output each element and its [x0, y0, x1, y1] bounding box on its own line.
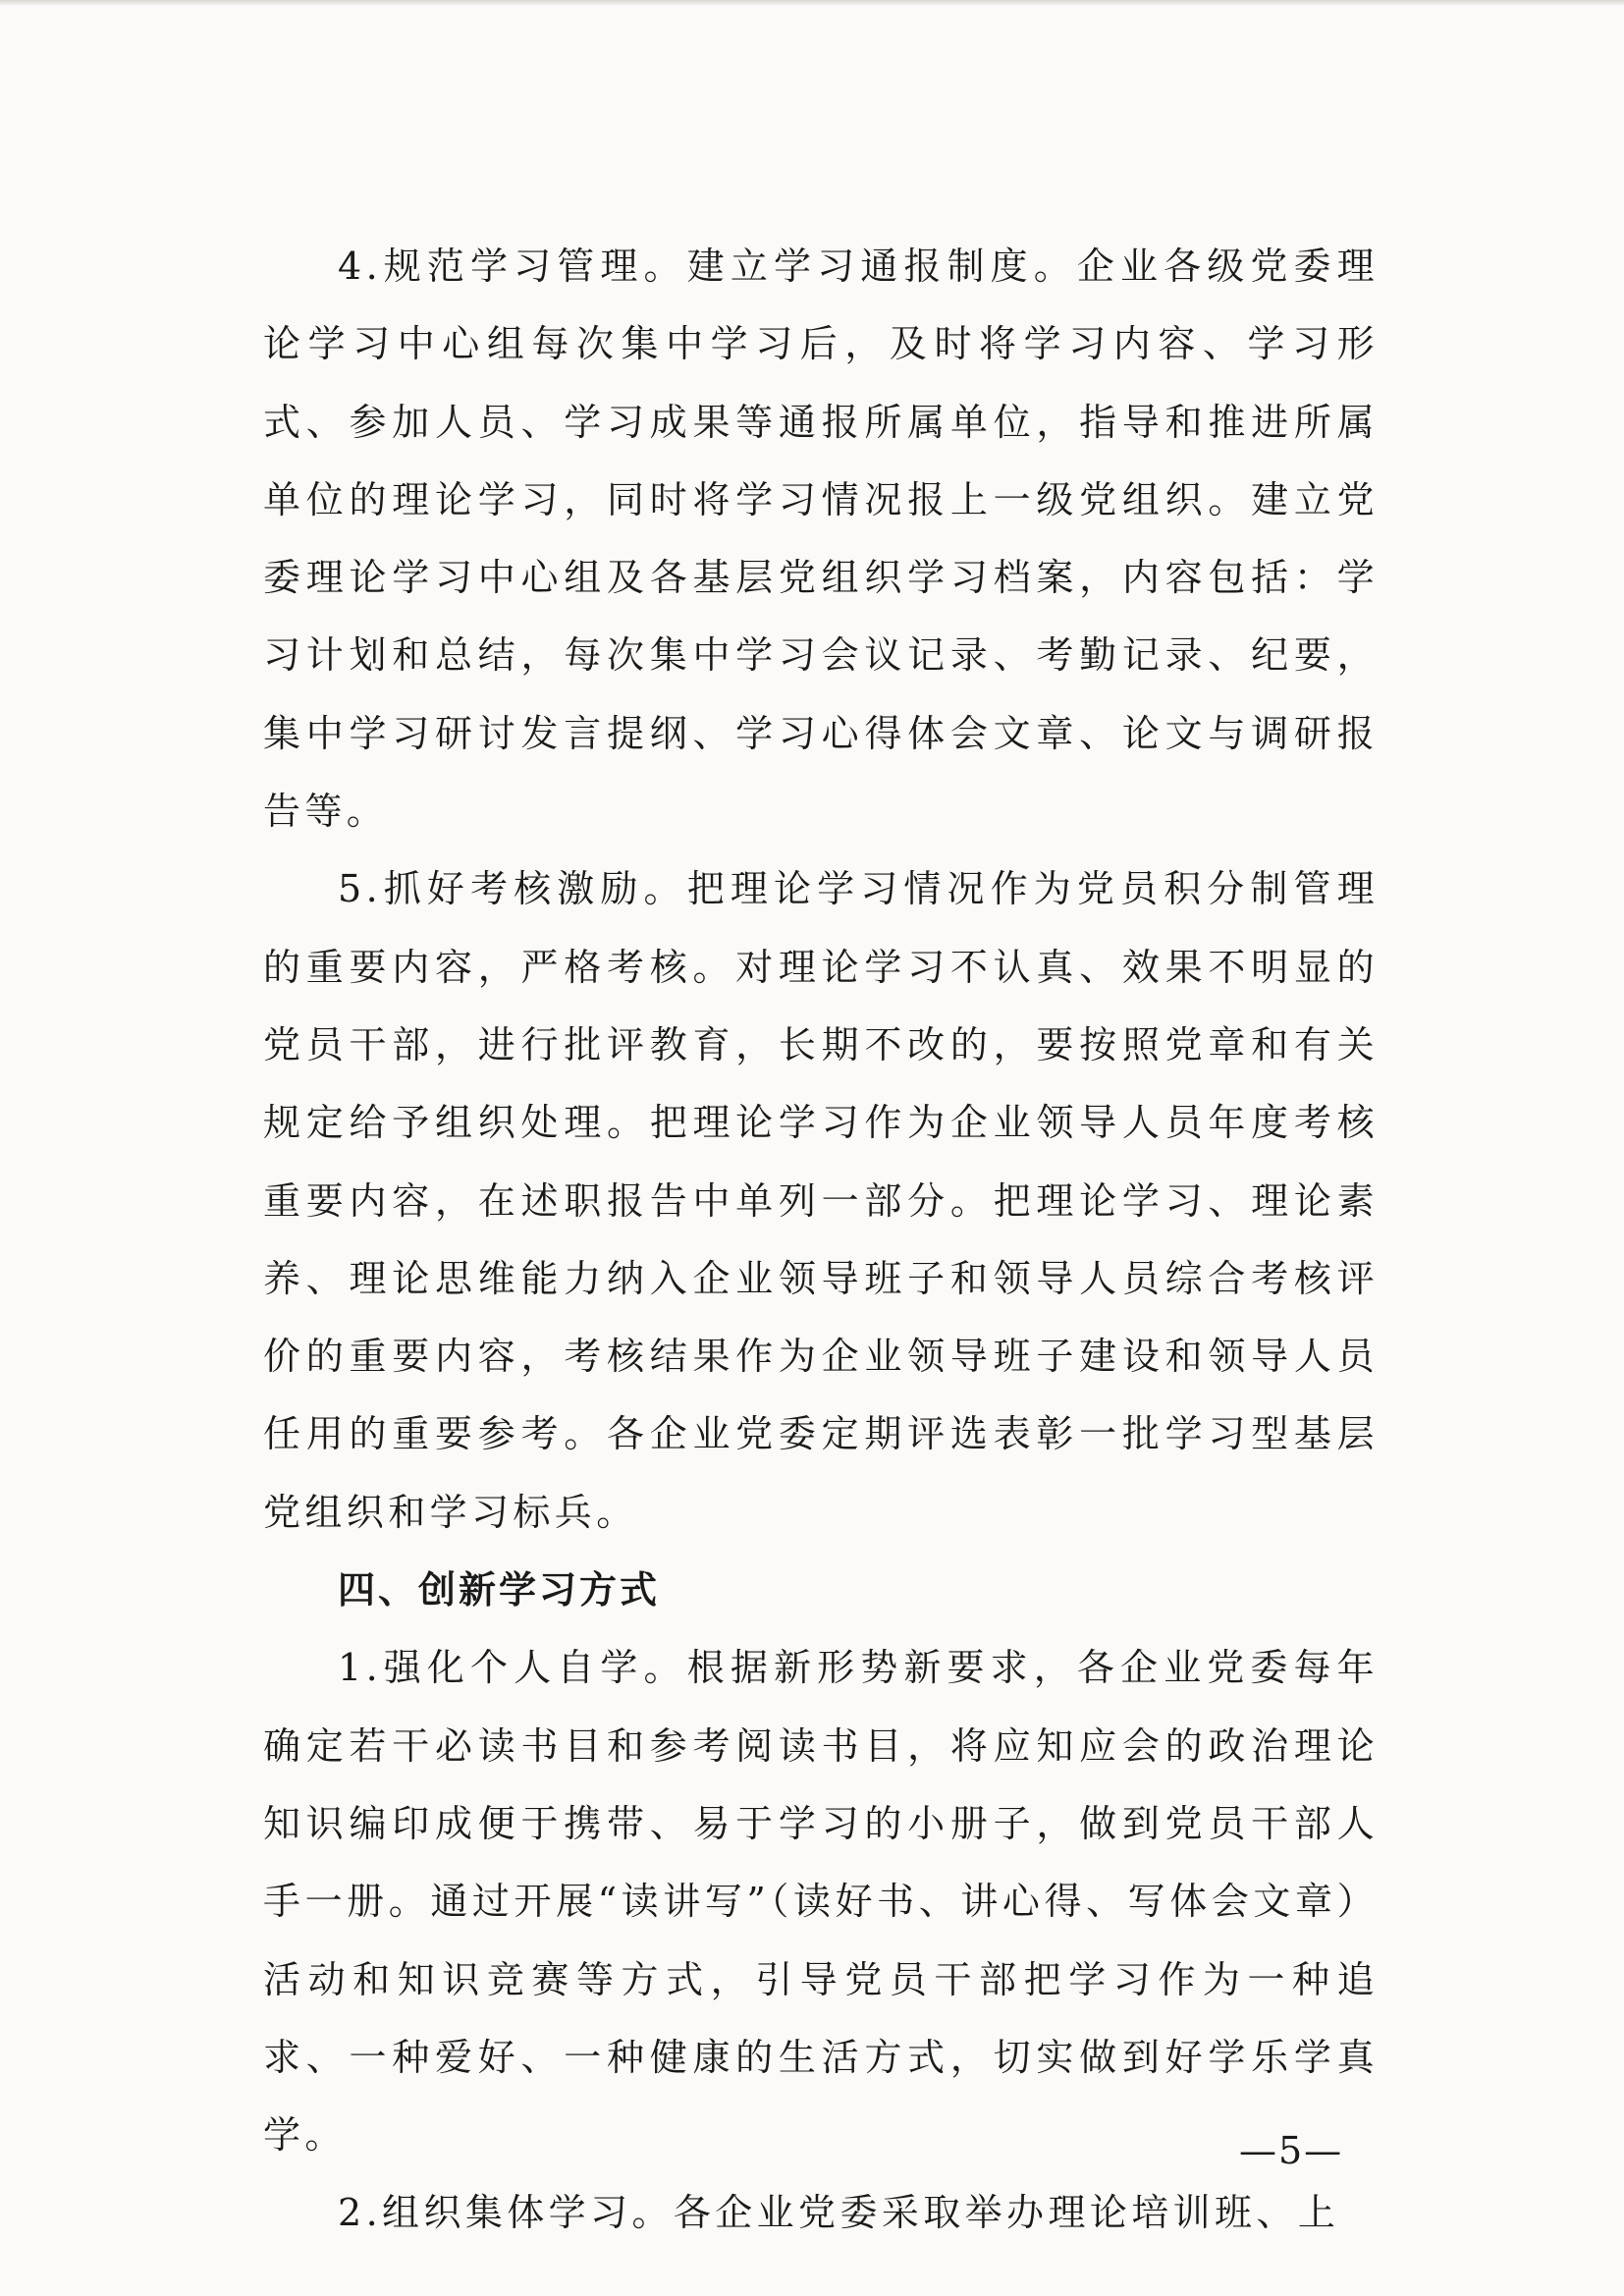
- paragraph-learning-management: [263, 228, 1379, 850]
- paragraph-individual-study: [263, 1629, 1379, 2174]
- paragraph-text: 建立学习通报制度。企业各级党委理论学习中心组每次集中学习后，及时将学习内容、学习形式、参加人员、学习成果等通报所属单位，指导和推进所属单位的理论学习，同时将学习情况报上一级党组织。建立党委理论学习中心组及各基层党组织学习档案，内容包括：学习计划和总结，每次集中学习会议记录、考勤记录、纪要，集中学习研讨发言提纲、学习心得体会文章、论文与调研报告等。: [263, 245, 1380, 834]
- paragraph-lead: 2.组织集体学习。: [338, 2191, 674, 2235]
- paragraph-assessment-incentive: [263, 850, 1379, 1552]
- section-heading: 四、创新学习方式: [338, 1568, 661, 1613]
- scan-edge: [0, 0, 1624, 6]
- paragraph-text: 根据新形势新要求，各企业党委每年确定若干必读书目和参考阅读书目，将应知应会的政治理论知识编印成便于携带、易于学习的小册子，做到党员干部人手一册。通过开展“读讲写”（读好书、讲心得、写体会文章）活动和知识竞赛等方式，引导党员干部把学习作为一种追求、一种爱好、一种健康的生活方式，切实做到好学乐学真学。: [263, 1646, 1380, 2158]
- page-number: —5—: [1239, 2129, 1344, 2172]
- paragraph-lead: 1.强化个人自学。: [338, 1646, 687, 1690]
- document-body: [263, 228, 1379, 2253]
- paragraph-text: 各企业党委采取举办理论培训班、上: [673, 2191, 1340, 2235]
- paragraph-lead: 4.规范学习管理。: [338, 245, 687, 288]
- paragraph-text: 把理论学习情况作为党员积分制管理的重要内容，严格考核。对理论学习不认真、效果不明显的党员干部，进行批评教育，长期不改的，要按照党章和有关规定给予组织处理。把理论学习作为企业领导人员年度考核重要内容，在述职报告中单列一部分。把理论学习、理论素养、理论思维能力纳入企业领导班子和领导人员综合考核评价的重要内容，考核结果作为企业领导班子建设和领导人员任用的重要参考。各企业党委定期评选表彰一批学习型基层党组织和学习标兵。: [263, 867, 1380, 1534]
- paragraph-group-study: [263, 2174, 1379, 2252]
- paragraph-lead: 5.抓好考核激励。: [338, 867, 687, 911]
